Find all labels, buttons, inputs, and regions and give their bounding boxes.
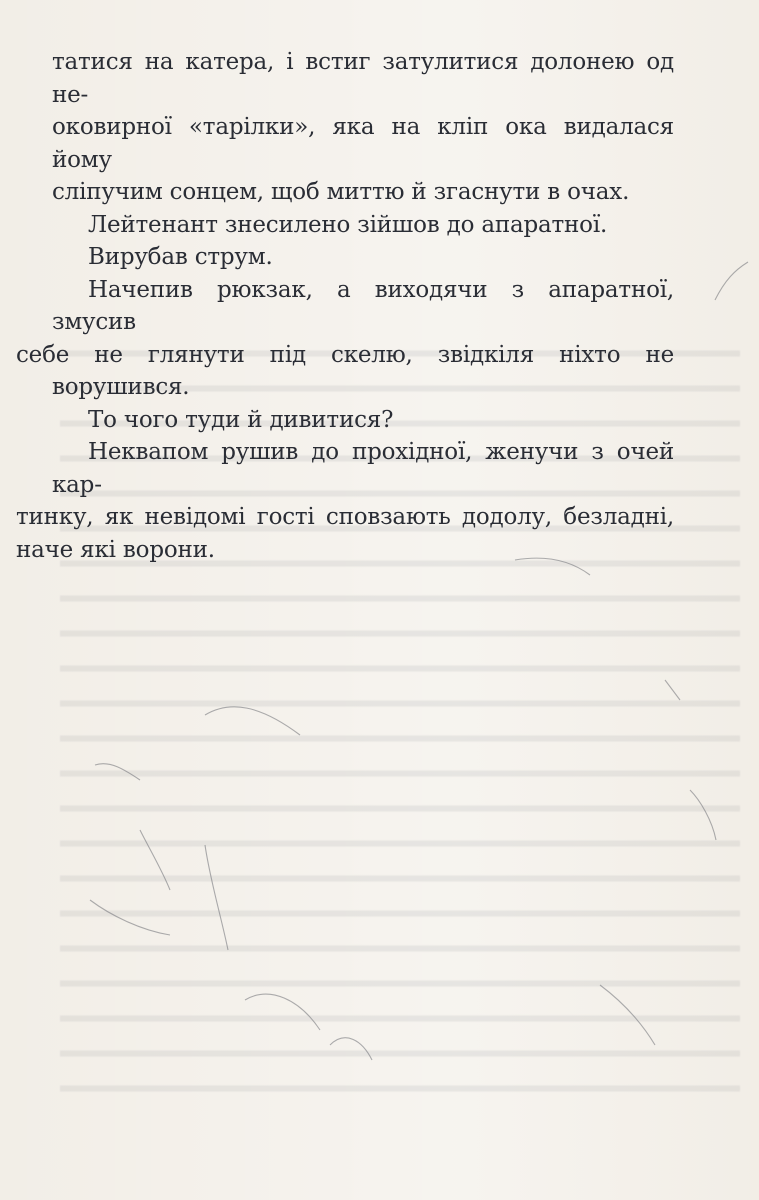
text-line: То чого туди й дивитися? [88, 406, 394, 433]
paragraph-2 [52, 209, 674, 242]
text-line: татися на катера, і встиг затулитися долонею од не- [52, 49, 674, 108]
paragraph-3 [52, 241, 674, 274]
text-line: Вирубав струм. [88, 244, 273, 270]
text-line: наче які ворони. [16, 536, 215, 563]
paragraph-5 [52, 404, 674, 437]
text-line: Неквапом рушив до прохідної, женучи з очей кар- [52, 439, 674, 498]
paragraph-1 [52, 46, 674, 209]
paragraph-6 [16, 436, 674, 566]
text-line: сліпучим сонцем, щоб миттю й згаснути в очах. [52, 179, 630, 205]
text-line: Лейтенант знесилено зійшов до апаратної. [88, 211, 608, 238]
paragraph-4 [16, 274, 674, 404]
text-line: Начепив рюкзак, а виходячи з апаратної, змусив [52, 276, 674, 335]
text-line: тинку, як невідомі гості сповзають додолу, безладні, [16, 504, 674, 530]
body-text [16, 46, 674, 566]
text-line: себе не глянути під скелю, звідкіля ніхто не ворушився. [16, 341, 674, 400]
text-line: оковирної «тарілки», яка на кліп ока видалася йому [52, 114, 674, 173]
